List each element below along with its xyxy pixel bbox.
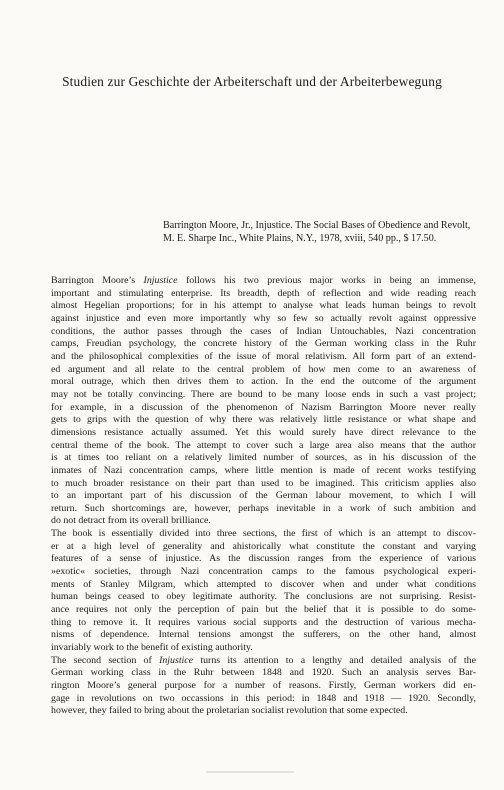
line-text: inmates of Nazi concentration camps, where little mention is made of recent works testifying [51,464,476,476]
review-paragraph [51,275,476,528]
text-line [51,503,476,516]
text-line [51,440,476,453]
text-line [51,680,476,693]
line-text: turns its attention to a lengthy and detailed analysis of the [193,654,476,666]
text-line [51,313,476,326]
text-line [51,515,476,528]
text-line [51,465,476,478]
citation-line: Barrington Moore, Jr., Injustice. The Social Bases of Obedience and Revolt, [163,220,471,231]
text-line [51,478,476,491]
line-text: for example, in a discussion of the phenomenon of Nazism Barrington Moore never really [51,401,476,413]
line-text: important and stimulating enterprise. Its breadth, depth of reflection and wide reading reach [51,287,476,299]
scan-smudge [206,770,294,774]
line-text: against injustice and even more importantly why so few so actually revolt against oppressive [51,312,476,324]
text-line [51,351,476,364]
text-line [51,427,476,440]
line-text: central theme of the book. The attempt to cover such a large area also means that the author [51,439,476,451]
text-line [51,604,476,617]
text-line [51,566,476,579]
review-body [51,275,476,718]
series-title: Studien zur Geschichte der Arbeiterschaft und der Arbeiterbewegung [62,74,442,89]
line-text: German working class in the Ruhr between 1848 and 1920. Such an analysis serves Bar- [51,667,476,679]
line-text: features of a sense of injustice. As the discussion ranges from the experience of various [51,553,476,565]
text-line [51,490,476,503]
text-line [51,338,476,351]
text-line [51,591,476,604]
line-text: do not detract from its overall brilliance. [51,515,211,527]
text-line [51,553,476,566]
line-text: thing to remove it. It requires various social supports and the destruction of various mecha- [51,616,476,628]
line-text: to much broader resistance on their part than used to be imagined. This criticism applies also [51,477,476,489]
text-line [51,693,476,706]
line-text: The second section of [51,654,160,666]
text-line [51,655,476,668]
line-text: ments of Stanley Milgram, which attempted to discover when and under what conditions [51,578,476,590]
text-line [51,275,476,288]
line-text: ance requires not only the perception of pain but the belief that it is possible to do some- [51,604,476,616]
review-paragraph [51,655,476,718]
line-text: The book is essentially divided into three sections, the first of which is an attempt to discov- [51,528,476,540]
line-text: Barrington Moore’s [51,275,144,286]
review-paragraph [51,528,476,655]
text-line [51,300,476,313]
line-text: er at a high level of generality and ahistorically what constitute the constant and varying [51,540,476,552]
line-text: rington Moore’s general purpose for a number of reasons. Firstly, German workers did en- [51,680,476,691]
citation-line: M. E. Sharpe Inc., White Plains, N.Y., 1978, xviii, 540 pp., $ 17.50. [163,233,437,244]
text-line [51,326,476,339]
line-text: is at times too reliant on a relatively limited number of sources, as in his discussion of the [51,452,476,464]
text-line [51,288,476,301]
line-text: gets to grips with the question of why there was relatively little resistance or what shape and [51,414,476,426]
book-citation [163,219,481,245]
text-line [51,528,476,541]
text-line [51,617,476,630]
line-text: ed argument and all relate to the central problem of how men come to an awareness of [51,363,476,375]
line-text: conditions, the author passes through the cases of Indian Untouchables, Nazi concentration [51,325,476,337]
text-line [51,579,476,592]
line-text: nisms of dependence. Internal tensions amongst the sufferers, on the other hand, almost [51,629,476,641]
text-line [51,705,476,718]
line-text: follows his two previous major works in being an immense, [177,275,476,286]
text-line [51,402,476,415]
text-line [51,642,476,655]
text-line [51,389,476,402]
line-text: human beings ceased to obey legitimate authority. The conclusions are not surprising. Resist- [51,591,476,603]
text-line [51,629,476,642]
line-text: invariably work to the benefit of existing authority. [51,642,253,654]
line-text: however, they failed to bring about the proletarian socialist revolution that some expected. [51,705,408,717]
text-line [51,541,476,554]
line-text: gage in revolutions on two occassions in this period: in 1848 and 1918 — 1920. Secondly, [51,692,476,704]
text-line [51,452,476,465]
text-line [51,414,476,427]
line-text: dimensions resistance actually assumed. Yet this would surely have direct relevance to the [51,426,476,438]
line-text: almost Hegelian proportions; for in his attempt to analyse what leads human beings to revolt [51,300,476,312]
book-title-italic: Injustice [159,654,194,666]
book-title-italic: Injustice [143,275,178,286]
line-text: »exotic« societies, through Nazi concentration camps to the famous psychological experi- [51,566,476,578]
line-text: return. Such shortcomings are, however, perhaps inevitable in a work of such ambition and [51,502,476,514]
line-text: may not be totally convincing. There are bound to be many loose ends in such a vast project; [51,388,476,400]
line-text: camps, Freudian psychology, the concrete history of the German working class in the Ruhr [51,338,476,350]
text-line [51,667,476,680]
text-line [51,376,476,389]
line-text: to an important part of his discussion of the German labour movement, to which I will [51,490,476,502]
line-text: moral outrage, which then drives them to action. In the end the outcome of the argument [51,376,476,388]
text-line [51,364,476,377]
line-text: and the philosophical complexities of the issue of moral relativism. All form part of an extend- [51,350,476,362]
